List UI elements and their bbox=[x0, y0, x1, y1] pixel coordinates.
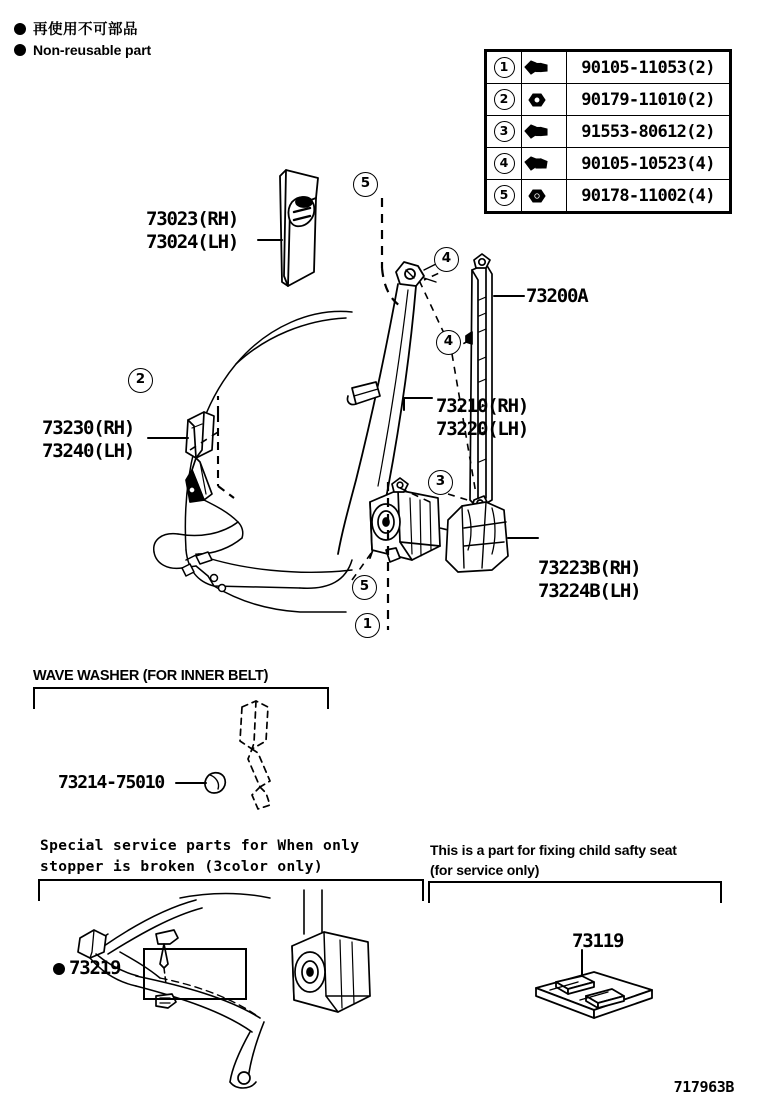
label-73230-rh: 73230(RH) bbox=[42, 417, 135, 439]
special-service-note bbox=[40, 836, 360, 878]
label-73214-75010: 73214-75010 bbox=[58, 772, 165, 793]
label-buckle bbox=[42, 417, 134, 463]
parts-table-callout-cell bbox=[487, 84, 522, 116]
legend-english-text: Non-reusable part bbox=[33, 41, 152, 58]
part-number: 90105-10523(4) bbox=[567, 148, 730, 180]
drawing-number: 717963B bbox=[673, 1078, 734, 1096]
child-seat-note bbox=[430, 840, 677, 880]
part-number: 90105-11053(2) bbox=[567, 52, 730, 84]
label-73219: 73219 bbox=[69, 957, 121, 979]
label-73220-lh: 73220(LH) bbox=[436, 418, 529, 440]
table-row bbox=[487, 116, 730, 148]
main-assembly-drawing bbox=[0, 150, 760, 660]
special-service-note-line1: Special service parts for When only bbox=[40, 838, 360, 854]
legend-japanese-text: 再使用不可部品 bbox=[33, 22, 138, 38]
circled-number-icon: 3 bbox=[494, 121, 515, 142]
label-73223b-rh: 73223B(RH) bbox=[538, 557, 641, 579]
nut-icon bbox=[522, 84, 567, 116]
label-shoulder-anchor bbox=[146, 208, 238, 254]
circled-number-icon: 2 bbox=[494, 89, 515, 110]
special-service-note-line2: stopper is broken (3color only) bbox=[40, 859, 324, 875]
callout-3-right: 3 bbox=[428, 470, 453, 495]
label-belt-assy bbox=[436, 395, 528, 441]
callout-4-lower: 4 bbox=[436, 330, 461, 355]
child-seat-note-line2: (for service only) bbox=[430, 862, 540, 878]
label-73210-rh: 73210(RH) bbox=[436, 395, 529, 417]
part-number: 91553-80612(2) bbox=[567, 116, 730, 148]
label-73023-rh: 73023(RH) bbox=[146, 208, 239, 230]
label-73240-lh: 73240(LH) bbox=[42, 440, 135, 462]
parts-table-callout-cell bbox=[487, 116, 522, 148]
legend-row-japanese bbox=[14, 18, 151, 39]
73219-highlight-box bbox=[143, 948, 247, 1000]
label-belt-cover bbox=[538, 557, 640, 603]
child-seat-bracket-drawing bbox=[520, 950, 720, 1060]
wave-washer-drawing bbox=[30, 695, 360, 820]
child-seat-note-line1: This is a part for fixing child safty seat bbox=[430, 842, 677, 858]
legend bbox=[14, 18, 151, 60]
callout-5-bottom: 5 bbox=[352, 575, 377, 600]
circled-number-icon: 1 bbox=[494, 57, 515, 78]
parts-table-callout-cell bbox=[487, 52, 522, 84]
callout-5-top: 5 bbox=[353, 172, 378, 197]
filled-circle-icon bbox=[53, 963, 65, 975]
label-73200a: 73200A bbox=[526, 285, 588, 307]
child-seat-bracket bbox=[428, 881, 722, 903]
label-73119: 73119 bbox=[572, 930, 624, 952]
wave-washer-title: WAVE WASHER (FOR INNER BELT) bbox=[33, 668, 269, 684]
part-number: 90178-11002(4) bbox=[567, 180, 730, 212]
bolt-hex-flange-icon bbox=[522, 116, 567, 148]
callout-1-bottom: 1 bbox=[355, 613, 380, 638]
label-73224b-lh: 73224B(LH) bbox=[538, 580, 641, 602]
bolt-hex-flange-icon bbox=[522, 52, 567, 84]
label-73219-group bbox=[53, 957, 120, 980]
part-number: 90179-11010(2) bbox=[567, 84, 730, 116]
circled-number-icon: 4 bbox=[494, 153, 515, 174]
callout-2-left: 2 bbox=[128, 368, 153, 393]
label-73024-lh: 73024(LH) bbox=[146, 231, 239, 253]
filled-circle-icon bbox=[14, 44, 26, 56]
filled-circle-icon bbox=[14, 23, 26, 35]
legend-row-english bbox=[14, 39, 151, 60]
callout-4-upper: 4 bbox=[434, 247, 459, 272]
circled-number-icon: 5 bbox=[494, 185, 515, 206]
table-row bbox=[487, 52, 730, 84]
table-row bbox=[487, 84, 730, 116]
